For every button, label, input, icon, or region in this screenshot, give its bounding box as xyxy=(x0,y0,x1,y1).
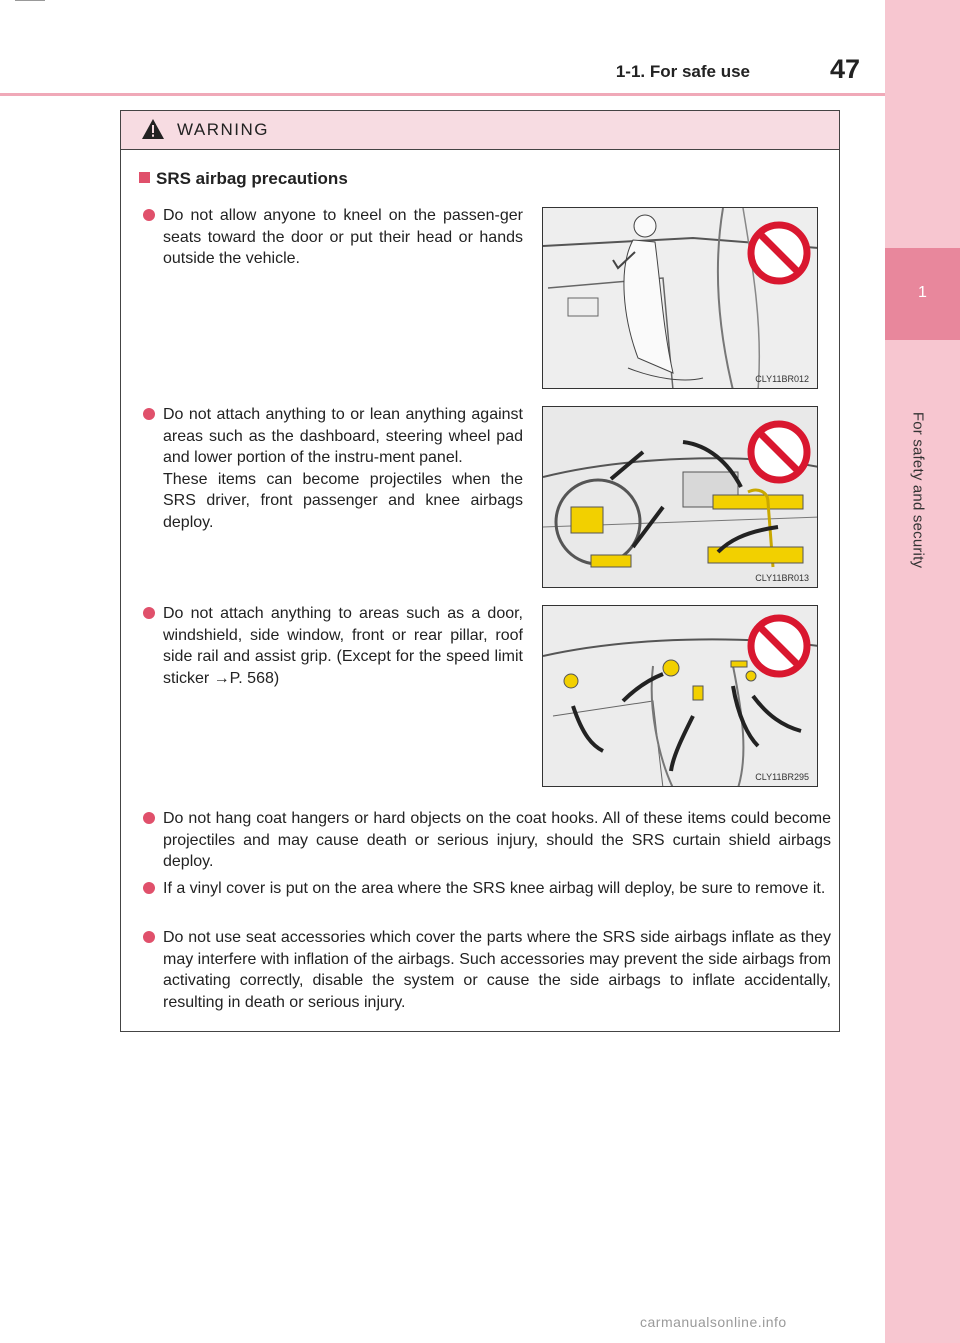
bullet-coat-hooks xyxy=(163,808,831,873)
section-heading-text: SRS airbag precautions xyxy=(156,169,348,188)
bullet-dot-icon xyxy=(143,209,155,221)
bullet-dot-icon xyxy=(143,882,155,894)
bullet-attach-dashboard xyxy=(163,404,523,533)
warning-title: WARNING xyxy=(177,120,270,139)
bullet-text-continued: These items can become projectiles when the SRS driver, front passenger and knee airbags deploy. xyxy=(163,470,523,531)
bullet-text: Do not hang coat hangers or hard objects on the coat hooks. All of these items could become projectiles and may cause death or serious injury, should the SRS curtain shield airbags deploy. xyxy=(163,810,831,870)
chapter-number-tab[interactable] xyxy=(885,248,960,340)
dashboard-objects-illustration xyxy=(543,407,818,588)
image-code: CLY11BR012 xyxy=(755,374,809,384)
section-heading xyxy=(139,169,348,189)
section-title: 1-1. For safe use xyxy=(615,62,750,81)
crop-mark-left xyxy=(15,0,45,7)
bullet-dot-icon xyxy=(143,607,155,619)
image-code: CLY11BR013 xyxy=(755,573,809,583)
warning-header xyxy=(121,111,839,150)
warning-box xyxy=(120,110,840,1032)
door-objects-illustration xyxy=(543,606,818,787)
bullet-attach-door xyxy=(163,603,523,689)
square-bullet-icon xyxy=(139,172,150,183)
chapter-side-tab xyxy=(885,0,960,1343)
bullet-kneel xyxy=(163,205,523,270)
bullet-dot-icon xyxy=(143,812,155,824)
bullet-text: Do not allow anyone to kneel on the passen-ger seats toward the door or put their head or hands outside the vehicle. xyxy=(163,207,523,267)
chapter-number: 1 xyxy=(918,284,927,301)
page-number: 47 xyxy=(830,54,861,84)
warning-triangle-icon xyxy=(141,118,165,140)
bullet-vinyl-cover xyxy=(163,878,831,900)
illustration-kneel xyxy=(542,207,818,389)
bullet-text: Do not attach anything to areas such as a door, windshield, side window, front or rear pillar, roof side rail and assist grip. (Except for the speed limit sticker →P. 568) xyxy=(163,605,523,687)
bullet-text: Do not use seat accessories which cover the parts where the SRS side airbags inflate as they may interfere with inflation of the airbags. Such accessories may prevent the side airbags from activating correctly, disable the system or cause the side airbags to inflate accidentally, resulting in death or serious injury. xyxy=(163,929,831,1011)
bullet-dot-icon xyxy=(143,931,155,943)
bullet-seat-accessories xyxy=(163,927,831,1013)
image-code: CLY11BR295 xyxy=(755,772,809,782)
bullet-dot-icon xyxy=(143,408,155,420)
bullet-text: If a vinyl cover is put on the area where the SRS knee airbag will deploy, be sure to remove it. xyxy=(163,880,826,897)
bullet-text: Do not attach anything to or lean anything against areas such as the dashboard, steering wheel pad and lower portion of the instru-ment panel. xyxy=(163,406,523,466)
header-divider xyxy=(0,93,885,96)
watermark: carmanualsonline.info xyxy=(640,1314,787,1330)
kneeling-passenger-illustration xyxy=(543,208,818,389)
illustration-dashboard xyxy=(542,406,818,588)
chapter-title: For safety and security xyxy=(909,411,927,569)
illustration-door xyxy=(542,605,818,787)
